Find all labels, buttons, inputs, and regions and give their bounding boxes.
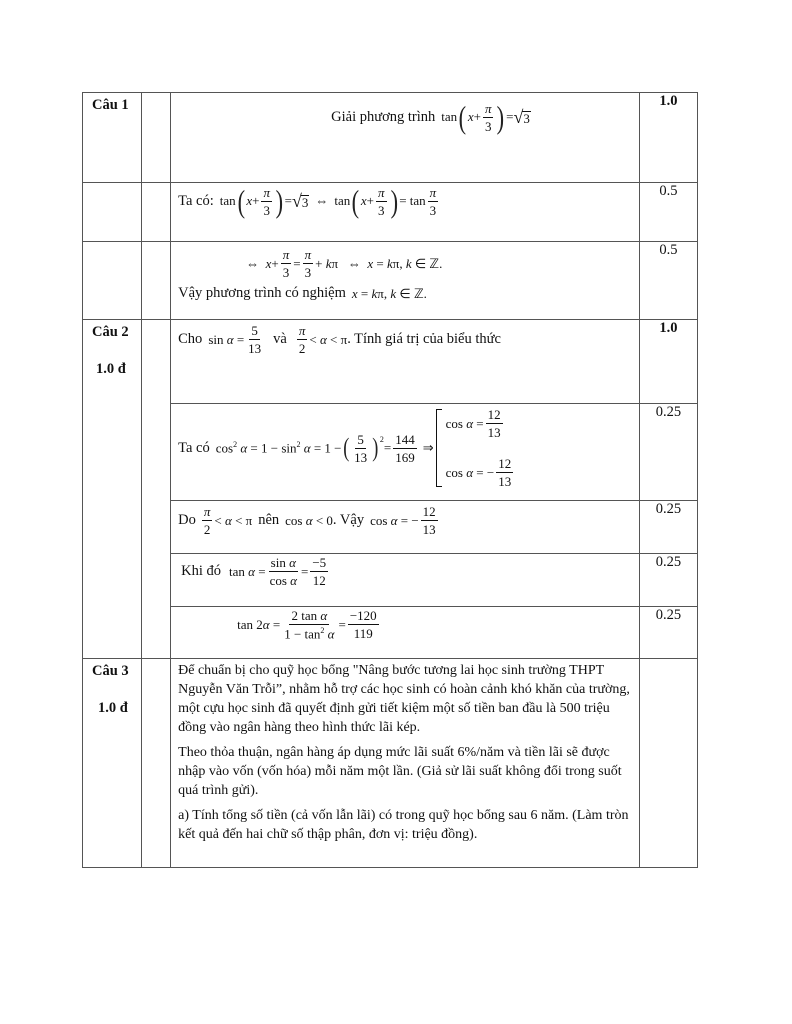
q3-label-cell xyxy=(83,659,142,868)
q2-step4-points: 0.25 xyxy=(639,607,697,659)
q2-step4: tan 2α = $\frac{\text{2 tan α}}{1 - \tan^2 \alpha}$ = $\frac{-120}{119}$ xyxy=(237,608,377,642)
q2-label-cell xyxy=(83,320,142,659)
q2-step1: Ta có $\cos^2 \alpha = 1 - \sin^2 \alpha = 1$ − ( $\frac{5}{13}$ ) $^2$ = $\frac{144}{169}$ ⇒ cos α = $\frac{12}{13}$ cos α = − $\frac{12}{13}$ xyxy=(171,404,639,488)
q1-points: 1.0 xyxy=(639,93,697,183)
q2-step2-points: 0.25 xyxy=(639,501,697,554)
q2-points: 1.0 xyxy=(639,320,697,404)
q2-step1-points: 0.25 xyxy=(639,404,697,501)
q2-score: 1.0 đ xyxy=(96,361,126,377)
q3-para1: Để chuẩn bị cho quỹ học bổng "Nâng bước tương lai học sinh trường THPT Nguyễn Văn Trỗi”, nhằm hỗ trợ các học sinh có hoàn cảnh khó khăn của trường, một cựu học sinh đã quyết định gửi tiết kiệm một số tiền ban đầu là 500 triệu đồng vào ngân hàng theo hình thức lãi kép. xyxy=(178,663,630,735)
q1-row xyxy=(83,93,698,183)
q2-cases: cos α = $\frac{12}{13}$ cos α = − $\frac{12}{13}$ xyxy=(445,407,512,489)
q1-label: Câu 1 xyxy=(92,97,129,113)
pi-over-3: $\frac{\pi}{3}$ xyxy=(484,100,492,134)
q2-step3-row xyxy=(83,554,698,607)
q2-row xyxy=(83,320,698,404)
q1-label-cell xyxy=(83,93,142,183)
q3-para2: Theo thỏa thuận, ngân hàng áp dụng mức lãi suất 6%/năm và tiền lãi sẽ được nhập vào vốn (vốn hóa) mỗi năm một lần. (Giả sử lãi suất không đổi trong suốt quá trình gửi). xyxy=(178,745,622,798)
q3-row xyxy=(83,659,698,868)
q2-step3: Khi đó tan α = $\frac{\text{sin α}}{\text{cos α}}$ = $\frac{-5}{12}$ xyxy=(181,555,327,588)
q1-conclusion: Vậy phương trình có nghiệm x = kπ, k ∈ ℤ. xyxy=(178,285,427,301)
q2-step2: Do $\frac{\pi}{2}$ < α < π nên cos α < 0 . Vậy cos α = − $\frac{12}{13}$ xyxy=(178,504,436,537)
q2-prompt: Cho sin α = $\frac{5}{13}$ và $\frac{\pi}{2}$ < α < π . Tính giá trị của biểu thức xyxy=(178,323,501,356)
q3-score: 1.0 đ xyxy=(98,700,128,716)
q1-step2: ⇔ x + $\frac{\pi}{3}$ = $\frac{\pi}{3}$ + kπ ⇔ x = kπ, k ∈ ℤ. xyxy=(246,247,443,280)
q2-step3-points: 0.25 xyxy=(639,554,697,607)
q1-step1: Ta có: tan ( x + $\frac{\pi}{3}$ ) = √ 3 ⇔ tan ( x + $\frac{\pi}{3}$ ) = tan $\frac{\pi}{3}$ xyxy=(178,183,437,219)
q3-para3: a) Tính tổng số tiền (cả vốn lẫn lãi) có trong quỹ học bổng sau 6 năm. (Làm tròn kết quả đến hai chữ số thập phân, đơn vị: triệu đồng). xyxy=(178,808,629,842)
q2-step2-row xyxy=(83,501,698,554)
q3-label: Câu 3 xyxy=(92,663,129,679)
q1-step1-row xyxy=(83,183,698,242)
q1-prompt-cell xyxy=(171,93,640,183)
answer-table xyxy=(82,92,698,868)
q2-step1-row xyxy=(83,404,698,501)
q1-step1-points: 0.5 xyxy=(639,183,697,242)
q1-step2-row xyxy=(83,242,698,320)
q2-step4-row xyxy=(83,607,698,659)
q1-prompt: Giải phương trình tan ( x + $\frac{\pi}{3}$ ) = √ 3 xyxy=(331,99,530,135)
q1-step2-points: 0.5 xyxy=(639,242,697,320)
q1-equation: tan xyxy=(441,109,458,124)
q2-label: Câu 2 xyxy=(92,324,129,340)
